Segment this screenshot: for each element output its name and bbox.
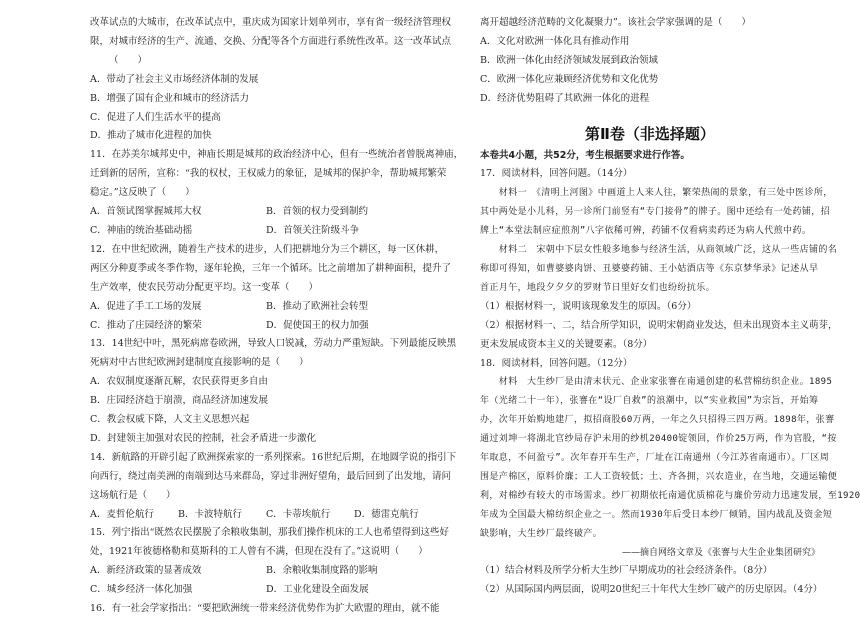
- material-line: 年取息，不问盈亏”。次年春开车生产，厂址在江南通州（今江苏省南通市）。厂区周: [480, 453, 830, 464]
- option-b: B．卡波特航行: [178, 508, 242, 520]
- left-column: [90, 14, 464, 619]
- option-a: A．农奴制度逐渐瓦解，农民获得更多自由: [90, 376, 268, 388]
- answer-bracket: （ ）: [109, 54, 148, 66]
- material-line: 围是产棉区，原料价廉；工人工资较低；土、齐各拥，兴农造业，在当地，交通运输便: [480, 471, 838, 482]
- material-line: 材料 大生纱厂是由清末状元、企业家张謇在南通创建的私营棉纺织企业。1895: [480, 377, 833, 388]
- sub-question: （1）结合材料及所学分析大生纱厂早期成功的社会经济条件。（8分）: [480, 565, 773, 577]
- section-title: 第Ⅱ卷（非选择题）: [585, 124, 715, 143]
- material-line: 通过刘坤一将湖北官纱局存沪未用的纱机20400锭领回，作价25万两，作为官股，“按: [480, 434, 837, 445]
- option-d: D．推动了城市化进程的加快: [90, 130, 212, 142]
- question-18: 18．阅读材料，回答问题。（12分）: [480, 357, 633, 369]
- text-line: 限，对城市经济的生产、流通、交换、分配等各个方面进行系统性改革。这一改革试点: [90, 35, 452, 47]
- option-c: C．神庙的统治基础动摇: [90, 224, 193, 236]
- option-d: D．经济优势阻碍了其欧洲一体化的进程: [480, 92, 650, 104]
- option-a: A．文化对欧洲一体化具有推动作用: [480, 35, 630, 47]
- q15-options-row1: [90, 562, 442, 581]
- option-a: A．促进了手工工场的发展: [90, 300, 202, 312]
- material-line: 称即可得知，如曹婆婆肉饼、丑婆婆药铺、王小姑酒店等《东京梦华录》记述从早: [480, 263, 819, 274]
- option-b: B．推动了欧洲社会转型: [266, 300, 368, 312]
- material-line: 材料一 《清明上河图》中画道上人来人往，繁荣热闹的景象，有三处中医诊所，: [480, 188, 833, 199]
- text-line: 死病对中古世纪欧洲封建制度直接影响的是（ ）: [90, 357, 309, 369]
- question-13: 13．14世纪中叶，黑死病席卷欧洲，导致人口锐减，劳动力严重短缺。下列最能反映黑: [90, 338, 457, 350]
- option-b: B．庄园经济趋于崩溃，商品经济加速发展: [90, 395, 268, 407]
- material-line: 利，对棉纱有较大的市场需求。纱厂初期依托南通优质棉花与廉价劳动力迅速发展，至1920: [480, 490, 860, 501]
- q12-options-row2: [90, 317, 442, 336]
- text-line: 处，1921年彼德格勒和莫斯科的工人曾有不满，但现在没有了。”这说明（ ）: [90, 546, 428, 558]
- question-17: 17．阅读材料，回答问题。（14分）: [480, 168, 633, 180]
- question-12: 12．在中世纪欧洲，随着生产技术的进步，人们把耕地分为三个耕区，每一区休耕，: [90, 243, 445, 255]
- question-11: 11．在苏美尔城邦史中，神庙长期是城邦的政治经济中心，但有一些统治者曾脱离神庙，: [90, 149, 464, 161]
- sub-question: （2）从国际国内两层面，说明20世纪三十年代大生纱厂破产的历史原因。（4分）: [480, 584, 823, 596]
- option-b: B．余粮收集制度路的影响: [266, 565, 378, 577]
- question-16: 16．有一社会学家指出：“要把欧洲统一带来经济优势作为扩大欧盟的理由，就不能: [90, 603, 440, 615]
- option-d: D．促使国王的权力加强: [266, 319, 369, 331]
- option-c: C．欧洲一体化应兼顾经济优势和文化优势: [480, 73, 659, 85]
- option-c: C．卡蒂埃航行: [266, 508, 331, 520]
- text-line: 这场航行是（ ）: [90, 489, 176, 501]
- material-line: 其中两处是小儿科，另一诊所门前竖有“专门接骨”的牌子。图中还绘有一处药铺，招: [480, 207, 831, 218]
- material-line: 办，次年开始购地建厂，拟招商股60万两，一年之久只招得三四万两。1898年，张謇: [480, 415, 835, 426]
- question-14: 14．新航路的开辟引起了欧洲探索家的一系列探索。16世纪后期，在地圆学说的指引下: [90, 451, 457, 463]
- sub-question: 更未发展成资本主义的关键要素。（8分）: [480, 338, 653, 350]
- option-c: C．推动了庄园经济的繁荣: [90, 319, 202, 331]
- text-line: 稳定。”这反映了（ ）: [90, 187, 195, 199]
- text-line: 迁到新的居所，宣称：“我的权杖，王权威力的象征，是城邦的保护伞，帮助城邦繁荣: [90, 168, 447, 180]
- text-line: 改革试点的大城市，在改革试点中，重庆成为国家计划单列市，享有省一级经济管理权: [90, 17, 452, 28]
- option-d: D．首领关注阶级斗争: [266, 224, 360, 236]
- option-a: A．带动了社会主义市场经济体制的发展: [90, 73, 259, 85]
- material-source: ——摘自网络文章及《张謇与大生企业集团研究》: [621, 547, 820, 558]
- right-column: [480, 14, 860, 600]
- q14-options: [90, 506, 442, 525]
- option-b: B．增强了国有企业和城市的经济活力: [90, 92, 249, 104]
- material-line: 牌上“本堂法制应症煎剂”八字依稀可辨，药铺不仅看病卖药还为病人代煎中药。: [480, 226, 812, 237]
- material-line: 缺影响，大生纱厂最终破产。: [480, 528, 603, 539]
- option-b: B．欧洲一体化由经济领域发展到政治领域: [480, 54, 658, 66]
- question-15: 15．列宁指出“既然农民摆脱了余粮收集制，那我们操作机床的工人也希望得到这些好: [90, 527, 449, 539]
- option-c: C．城乡经济一体化加强: [90, 584, 193, 596]
- option-d: D．工业化建设全面发展: [266, 584, 369, 596]
- option-a: A．麦哲伦航行: [90, 508, 154, 520]
- q11-options-row2: [90, 222, 442, 241]
- material-line: 首正月午，地段夕夕夕的罗财节日里好女们也纷纷抗乐。: [480, 282, 716, 293]
- q11-options-row1: [90, 203, 442, 222]
- option-a: A．新经济政策的显著成效: [90, 565, 202, 577]
- sub-question: （2）根据材料一、二，结合所学知识，说明宋朝商业发达，但未出现资本主义萌芽，: [480, 319, 838, 331]
- q12-options-row1: [90, 298, 442, 317]
- material-line: 年成为全国最大棉纺织企业之一。然而1930年后受日本纱厂倾销，国内战乱及资金短: [480, 509, 833, 520]
- option-c: C．促进了人们生活水平的提高: [90, 111, 221, 123]
- section-instructions: 本卷共4小题，共52分，考生根据要求进行作答。: [480, 149, 690, 161]
- text-line: 两区分种夏季或冬季作物，逐年轮换，三年一个循环。比之前增加了耕种面积，提升了: [90, 262, 452, 274]
- text-line: 离开超越经济范畴的文化凝聚力”。该社会学家强调的是（ ）: [480, 17, 751, 28]
- option-a: A．首领试图掌握城邦大权: [90, 206, 202, 218]
- option-d: D．德雷克航行: [354, 508, 419, 520]
- option-d: D．封建领主加强对农民的控制，社会矛盾进一步激化: [90, 432, 317, 444]
- material-line: 年（光绪二十一年），张謇在“设厂自救”的浪潮中，以“实业救国”为宗旨，开始筹: [480, 396, 819, 407]
- option-b: B．首领的权力受到制约: [266, 206, 368, 218]
- text-line: 生产效率，使农民劳动分配更平均。这一变革（ ）: [90, 281, 319, 293]
- text-line: 向西行，绕过南美洲的南端到达马来群岛，穿过非洲好望角，最后回到了出发地，请问: [90, 470, 452, 482]
- option-c: C．教会权威下降，人文主义思想兴起: [90, 414, 250, 426]
- q15-options-row2: [90, 581, 442, 600]
- sub-question: （1）根据材料一，说明该现象发生的原因。（6分）: [480, 300, 697, 312]
- material-line: 材料二 宋朝中下层女性般多地参与经济生活，从商领域广泛，这从一些店铺的名: [480, 245, 838, 256]
